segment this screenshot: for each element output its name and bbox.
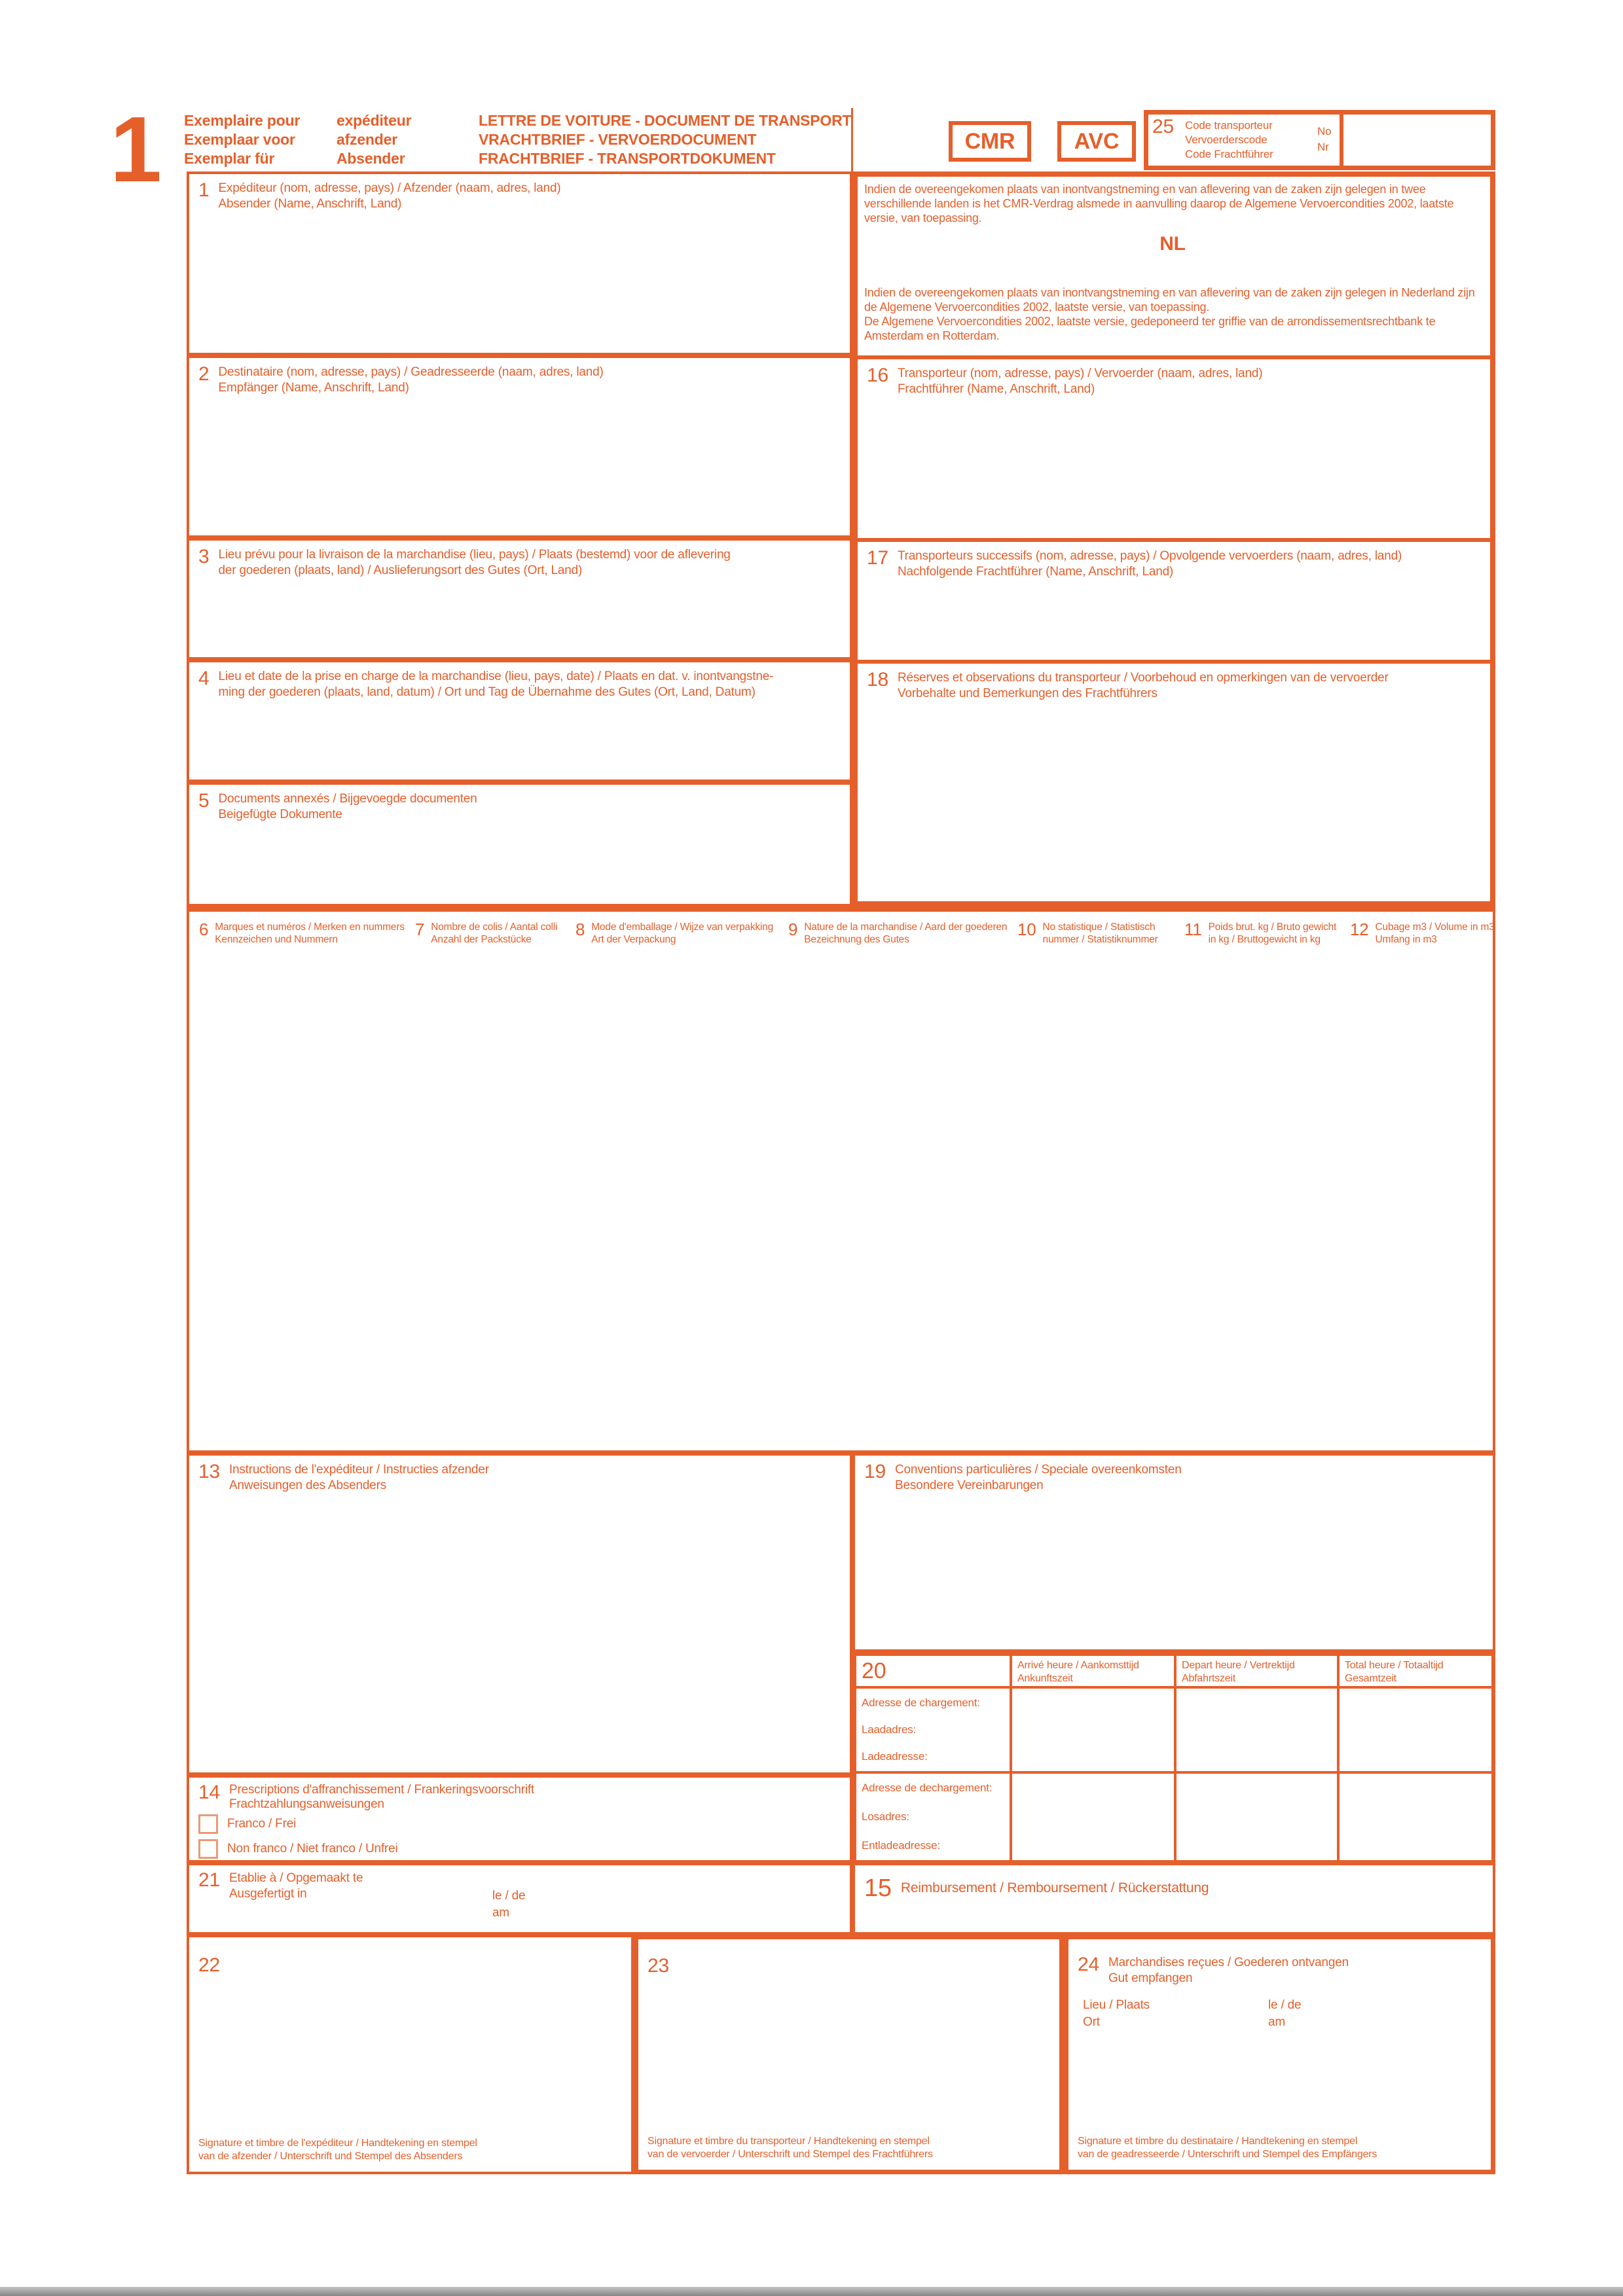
table-header-line: Total heure / Totaaltijd bbox=[1345, 1660, 1444, 1671]
goods-label-line: Poids brut. kg / Bruto gewicht bbox=[1208, 922, 1337, 933]
box-22-sender-signature bbox=[187, 1935, 634, 2174]
cmr-badge: CMR bbox=[949, 121, 1031, 162]
box-22-signature-label bbox=[198, 2137, 477, 2162]
box-number: 25 bbox=[1152, 116, 1174, 137]
table-header-line: Ankunftszeit bbox=[1017, 1673, 1073, 1684]
legal-paragraph-2: Indien de overeengekomen plaats van inontvangstneming en van aflevering van de zaken zijn gelegen in Nederland zijn de Algemene Vervoercondities 2002, laatste versie, van toepassing. bbox=[864, 286, 1475, 314]
country-code: NL bbox=[1159, 233, 1186, 255]
box-number: 15 bbox=[864, 1874, 892, 1902]
box-25-label-line: Vervoerderscode bbox=[1185, 134, 1267, 146]
box-label-line: Lieu prévu pour la livraison de la marchandise (lieu, pays) / Plaats (bestemd) voor de aflevering bbox=[218, 548, 731, 562]
box-label-line: Frachtführer (Name, Anschrift, Land) bbox=[897, 382, 1095, 396]
box-15-label: Reimbursement / Remboursement / Rückerstattung bbox=[900, 1880, 1209, 1895]
franco-option bbox=[198, 1814, 296, 1834]
box-label-line: der goederen (plaats, land) / Auslieferungsort des Gutes (Ort, Land) bbox=[218, 564, 583, 577]
header-copy-holder-line: expéditeur bbox=[337, 112, 412, 129]
box-label-line: Transporteur (nom, adresse, pays) / Vervoerder (naam, adres, land) bbox=[897, 367, 1263, 380]
box-number: 21 bbox=[198, 1869, 220, 1891]
table-header-line: Gesamtzeit bbox=[1345, 1673, 1396, 1684]
loading-departure-field[interactable] bbox=[1176, 1689, 1340, 1774]
franco-checkbox[interactable] bbox=[198, 1814, 218, 1834]
goods-col-label bbox=[1043, 921, 1158, 946]
address-label-line: Losadres: bbox=[862, 1810, 909, 1823]
box-label-line: Anweisungen des Absenders bbox=[228, 1479, 387, 1492]
address-label-line: Entladeadresse: bbox=[862, 1839, 940, 1852]
box-25-label-line: Code transporteur bbox=[1185, 119, 1273, 132]
box-24-label bbox=[1108, 1955, 1349, 1986]
unloading-departure-field[interactable] bbox=[1176, 1774, 1340, 1860]
box-number: 5 bbox=[198, 790, 210, 812]
box-label-line: Destinataire (nom, adresse, pays) / Geadresseerde (naam, adres, land) bbox=[218, 365, 604, 379]
box-17-successive-carriers bbox=[858, 538, 1490, 660]
box-5-field-area[interactable] bbox=[192, 831, 847, 901]
document-title-line: LETTRE DE VOITURE - DOCUMENT DE TRANSPORT bbox=[479, 112, 852, 129]
box-label-line: Ausgefertigt in bbox=[228, 1887, 307, 1901]
box-24-signature-area[interactable] bbox=[1071, 2037, 1488, 2130]
non-franco-checkbox[interactable] bbox=[198, 1839, 218, 1859]
box-5-label bbox=[219, 791, 477, 823]
loading-address-label bbox=[856, 1689, 1012, 1774]
box-22-signature-area[interactable] bbox=[192, 1983, 629, 2132]
box-19-special-agreements bbox=[852, 1453, 1495, 1652]
header-divider bbox=[851, 108, 853, 171]
signature-label-line: van de geadresseerde / Unterschrift und Stempel des Empfängers bbox=[1078, 2148, 1377, 2160]
goods-label-line: Umfang in m3 bbox=[1375, 934, 1437, 945]
box-18-carrier-reservations bbox=[858, 660, 1490, 901]
box-19-label bbox=[895, 1462, 1182, 1494]
box-label-line: Réserves et observations du transporteur / Voorbehoud en opmerkingen van de vervoerder bbox=[897, 671, 1389, 685]
box-number: 11 bbox=[1184, 920, 1202, 939]
box-number: 24 bbox=[1078, 1954, 1099, 1975]
box-label-line: Expéditeur (nom, adresse, pays) / Afzender (naam, adres, land) bbox=[218, 181, 561, 195]
box-label-line: Prescriptions d'affranchissement / Frankeringsvoorschrift bbox=[228, 1783, 534, 1797]
box-15-field-area[interactable] bbox=[858, 1905, 1490, 1929]
box-label-line: Transporteurs successifs (nom, adresse, pays) / Opvolgende vervoerders (naam, adres, land) bbox=[897, 549, 1402, 563]
box-16-label bbox=[898, 366, 1262, 397]
document-title-line: VRACHTBRIEF - VERVOERDOCUMENT bbox=[479, 131, 757, 148]
date-label-line: le / de bbox=[1268, 1998, 1302, 2012]
unloading-total-field[interactable] bbox=[1340, 1774, 1491, 1860]
document-title-line: FRACHTBRIEF - TRANSPORTDOKUMENT bbox=[479, 150, 776, 167]
box-1-field-area[interactable] bbox=[192, 220, 847, 350]
date-label-line: le / de bbox=[492, 1889, 526, 1903]
box-number: 18 bbox=[867, 669, 888, 691]
box-number: 7 bbox=[415, 920, 425, 939]
box-25-no-nr bbox=[1317, 124, 1331, 155]
date-label-line: am bbox=[492, 1906, 509, 1920]
goods-label-line: Nombre de colis / Aantal colli bbox=[431, 922, 558, 933]
signature-label-line: van de afzender / Unterschrift und Stempel des Absenders bbox=[198, 2150, 463, 2162]
goods-col-label bbox=[1376, 921, 1495, 946]
box-label-line: Empfänger (Name, Anschrift, Land) bbox=[218, 381, 409, 395]
box-24-place-label bbox=[1083, 1997, 1150, 2031]
goods-col-label bbox=[215, 921, 405, 946]
goods-col-12 bbox=[1350, 921, 1495, 946]
non-franco-option bbox=[198, 1839, 398, 1859]
document-title bbox=[479, 111, 851, 168]
signature-label-line: van de vervoerder / Unterschrift und Stempel des Frachtführers bbox=[647, 2148, 933, 2160]
header-copy-holder bbox=[337, 111, 411, 168]
box-number: 13 bbox=[198, 1461, 220, 1482]
box-number: 20 bbox=[856, 1656, 1012, 1689]
goods-label-line: No statistique / Statistisch bbox=[1042, 922, 1156, 933]
goods-label-line: nummer / Statistiknummer bbox=[1042, 934, 1158, 945]
goods-label-line: Mode d'emballage / Wijze van verpakking bbox=[591, 922, 774, 933]
loading-arrival-field[interactable] bbox=[1012, 1689, 1176, 1774]
box-24-date-label bbox=[1268, 1997, 1301, 2031]
header-copy-for-line: Exemplar für bbox=[184, 150, 275, 167]
box-1-sender bbox=[187, 171, 852, 355]
box-label-line: Beigefügte Dokumente bbox=[218, 808, 342, 821]
box-25-carrier-code bbox=[1144, 110, 1495, 170]
box-label-line: Marchandises reçues / Goederen ontvangen bbox=[1108, 1956, 1349, 1969]
box-2-label bbox=[219, 365, 604, 396]
address-label-line: Ladeadresse: bbox=[862, 1750, 928, 1763]
box-number: 22 bbox=[198, 1954, 220, 1976]
box-label-line: Etablie à / Opgemaakt te bbox=[228, 1871, 363, 1885]
box-21-field-area[interactable] bbox=[235, 1905, 484, 1931]
box-label-line: Absender (Name, Anschrift, Land) bbox=[218, 197, 402, 211]
goods-col-label bbox=[1209, 921, 1337, 946]
box-number: 16 bbox=[867, 365, 888, 386]
signature-label-line: Signature et timbre du transporteur / Handtekening en stempel bbox=[647, 2136, 930, 2147]
signature-label-line: Signature et timbre de l'expéditeur / Handtekening en stempel bbox=[198, 2138, 477, 2149]
box-19-field-area[interactable] bbox=[858, 1501, 1490, 1647]
header-copy-for-line: Exemplaire pour bbox=[184, 112, 301, 129]
box-label-line: Frachtzahlungsanweisungen bbox=[228, 1797, 384, 1811]
goods-col-label bbox=[591, 921, 773, 946]
page-bottom-scan-edge bbox=[0, 2287, 1623, 2296]
box-20-times-table bbox=[852, 1652, 1495, 1864]
box-21-date-label bbox=[492, 1888, 525, 1922]
box-24-signature-label bbox=[1078, 2135, 1377, 2161]
table-header-line: Arrivé heure / Aankomsttijd bbox=[1017, 1660, 1139, 1671]
box-21-label bbox=[229, 1871, 363, 1902]
total-time-header bbox=[1340, 1656, 1491, 1689]
box-13-label bbox=[229, 1462, 489, 1494]
unloading-address-label bbox=[856, 1774, 1012, 1860]
date-label-line: am bbox=[1268, 2015, 1285, 2029]
box-23-signature-label bbox=[647, 2135, 933, 2161]
box-label-line: Documents annexés / Bijgevoegde documenten bbox=[218, 792, 477, 806]
no-label: No bbox=[1317, 125, 1332, 137]
box-4-field-area[interactable] bbox=[192, 708, 847, 777]
avc-badge: AVC bbox=[1057, 121, 1136, 162]
address-label-line: Adresse de dechargement: bbox=[862, 1782, 993, 1794]
goods-col-10 bbox=[1017, 921, 1158, 946]
goods-label-line: Nature de la marchandise / Aard der goederen bbox=[804, 922, 1008, 933]
place-label-line: Ort bbox=[1083, 2015, 1100, 2029]
box-number: 3 bbox=[198, 546, 210, 567]
non-franco-label: Non franco / Niet franco / Unfrei bbox=[227, 1842, 398, 1856]
box-3-label bbox=[219, 547, 731, 579]
box-5-annexed-documents bbox=[187, 782, 852, 906]
box-number: 10 bbox=[1017, 920, 1036, 939]
box-17-label bbox=[898, 548, 1402, 580]
box-number: 9 bbox=[788, 920, 798, 939]
goods-label-line: Cubage m3 / Volume in m3 bbox=[1375, 922, 1495, 933]
box-16-carrier bbox=[858, 355, 1490, 538]
box-number: 19 bbox=[864, 1461, 886, 1482]
goods-label-line: Marques et numéros / Merken en nummers bbox=[215, 922, 405, 933]
goods-label-line: Kennzeichen und Nummern bbox=[215, 934, 338, 945]
box-24-goods-received bbox=[1064, 1935, 1495, 2174]
table-header-line: Abfahrtszeit bbox=[1182, 1673, 1236, 1684]
goods-col-label bbox=[431, 921, 557, 946]
box-label-line: Conventions particulières / Speciale overeenkomsten bbox=[894, 1463, 1182, 1477]
box-label-line: ming der goederen (plaats, land, datum) / Ort und Tag de Übernahme des Gutes (Ort, Land, Datum) bbox=[218, 685, 756, 699]
departure-time-header bbox=[1176, 1656, 1340, 1689]
address-label-line: Laadadres: bbox=[862, 1723, 917, 1736]
goods-field-area[interactable] bbox=[189, 958, 1493, 1450]
goods-label-line: Bezeichnung des Gutes bbox=[804, 934, 909, 945]
box-23-signature-area[interactable] bbox=[641, 1985, 1057, 2130]
signature-label-line: Signature et timbre du destinataire / Handtekening en stempel bbox=[1078, 2136, 1358, 2147]
goods-label-line: in kg / Bruttogewicht in kg bbox=[1208, 934, 1321, 945]
goods-col-9 bbox=[788, 921, 1007, 946]
legal-text-block bbox=[858, 177, 1490, 355]
box-25-label bbox=[1185, 118, 1273, 162]
box-label-line: Lieu et date de la prise en charge de la marchandise (lieu, pays, date) / Plaats en dat. v. inontvangstne- bbox=[218, 670, 774, 683]
place-label-line: Lieu / Plaats bbox=[1083, 1998, 1150, 2012]
box-number: 14 bbox=[198, 1782, 220, 1803]
box-label-line: Besondere Vereinbarungen bbox=[894, 1479, 1044, 1492]
box-4-label bbox=[219, 669, 774, 700]
box-18-field-area[interactable] bbox=[860, 709, 1487, 899]
box-16-field-area[interactable] bbox=[860, 405, 1487, 535]
goods-section bbox=[187, 906, 1495, 1453]
header-copy-holder-line: Absender bbox=[337, 150, 405, 167]
header-copy-for bbox=[184, 111, 300, 168]
box-25-field-area[interactable] bbox=[1343, 115, 1491, 166]
goods-col-label bbox=[804, 921, 1007, 946]
franco-label: Franco / Frei bbox=[227, 1817, 297, 1831]
copy-number: 1 bbox=[110, 98, 162, 202]
box-2-consignee bbox=[187, 355, 852, 538]
box-4-taking-over-place bbox=[187, 660, 852, 782]
address-label-line: Adresse de chargement: bbox=[862, 1696, 980, 1709]
box-number: 8 bbox=[575, 920, 585, 939]
box-14-label bbox=[229, 1783, 534, 1812]
box-number: 1 bbox=[198, 179, 210, 201]
box-label-line: Gut empfangen bbox=[1108, 1971, 1193, 1985]
header-copy-holder-line: afzender bbox=[337, 131, 397, 148]
box-3-field-area[interactable] bbox=[192, 586, 847, 655]
goods-col-7 bbox=[415, 921, 557, 946]
box-2-field-area[interactable] bbox=[192, 404, 847, 533]
unloading-arrival-field[interactable] bbox=[1012, 1774, 1176, 1860]
box-label-line: Instructions de l'expéditeur / Instructies afzender bbox=[228, 1463, 489, 1477]
box-17-field-area[interactable] bbox=[860, 588, 1487, 657]
box-number: 6 bbox=[199, 920, 209, 939]
box-label-line: Vorbehalte und Bemerkungen des Frachtführers bbox=[897, 687, 1158, 700]
goods-col-11 bbox=[1184, 921, 1336, 946]
box-number: 4 bbox=[198, 668, 210, 689]
box-14-payment-instructions bbox=[187, 1775, 852, 1863]
box-13-sender-instructions bbox=[187, 1453, 852, 1775]
box-13-field-area[interactable] bbox=[192, 1501, 847, 1770]
box-number: 2 bbox=[198, 363, 210, 385]
box-number: 23 bbox=[647, 1955, 669, 1977]
legal-paragraph-3: De Algemene Vervoercondities 2002, laatste versie, gedeponeerd ter griffie van de arrondissementsrechtbank te Amsterdam en Rotterdam. bbox=[864, 315, 1436, 342]
box-18-label bbox=[898, 670, 1389, 702]
nr-label: Nr bbox=[1317, 141, 1329, 153]
arrival-time-header bbox=[1012, 1656, 1176, 1689]
table-header-line: Depart heure / Vertrektijd bbox=[1182, 1660, 1295, 1671]
box-25-label-line: Code Frachtführer bbox=[1185, 148, 1273, 160]
box-3-delivery-place bbox=[187, 538, 852, 660]
box-number: 17 bbox=[867, 547, 888, 569]
goods-label-line: Anzahl der Packstücke bbox=[431, 934, 532, 945]
goods-label-line: Art der Verpackung bbox=[591, 934, 676, 945]
box-number: 12 bbox=[1350, 920, 1369, 939]
goods-col-6 bbox=[199, 921, 405, 946]
carrier-group bbox=[852, 171, 1495, 906]
box-label-line: Nachfolgende Frachtführer (Name, Anschrift, Land) bbox=[897, 565, 1174, 579]
box-15-reimbursement bbox=[852, 1863, 1495, 1935]
box-21-established-at bbox=[187, 1863, 852, 1935]
box-1-label bbox=[219, 181, 561, 212]
box-23-carrier-signature bbox=[634, 1935, 1064, 2174]
loading-total-field[interactable] bbox=[1340, 1689, 1491, 1774]
legal-paragraph-1: Indien de overeengekomen plaats van inontvangstneming en van aflevering van de zaken zijn gelegen in twee verschillende landen is het CMR-Verdrag alsmede in aanvulling daarop de Algemene Vervoercondities 2002, laatste versie, van toepassing. bbox=[864, 183, 1454, 224]
header-copy-for-line: Exemplaar voor bbox=[184, 131, 295, 148]
goods-col-8 bbox=[575, 921, 773, 946]
